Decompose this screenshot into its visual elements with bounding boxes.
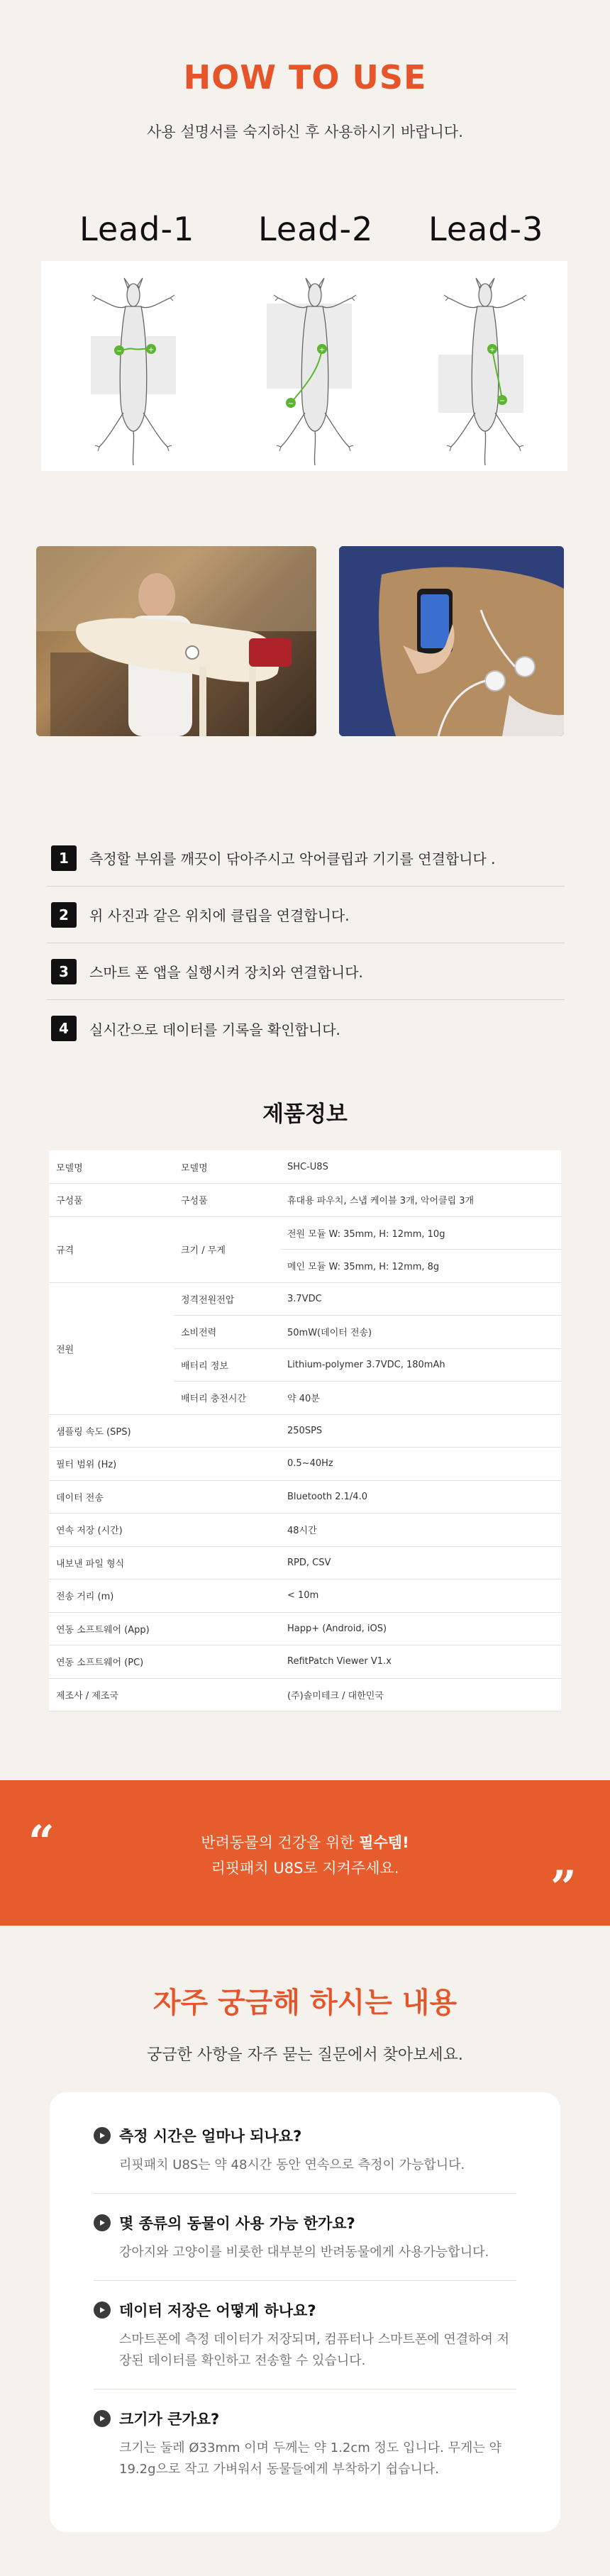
step-number: 3: [51, 959, 77, 984]
play-circle-icon: [94, 2410, 111, 2427]
step-text: 스마트 폰 앱을 실행시켜 장치와 연결합니다.: [89, 964, 363, 981]
table-row: [49, 1150, 561, 1184]
faq-question[interactable]: [94, 2299, 516, 2321]
how-to-use-subtitle: 사용 설명서를 숙지하신 후 사용하시기 바랍니다.: [147, 123, 463, 140]
spec-label: 내보낸 파일 형식: [49, 1546, 280, 1580]
lead-diagram-panel: [41, 261, 567, 471]
lead-placement-diagram: [41, 261, 567, 471]
table-row: [49, 1414, 561, 1448]
table-row: [49, 1612, 561, 1645]
spec-sublabel: 배터리 정보: [174, 1348, 280, 1382]
table-row: [49, 1216, 561, 1250]
spec-sublabel: 구성품: [174, 1184, 280, 1217]
spec-value: 휴대용 파우치, 스냅 케이블 3개, 악어클립 3개: [280, 1184, 561, 1217]
spec-value: 250SPS: [280, 1414, 561, 1448]
how-to-use-title: HOW TO USE: [183, 58, 427, 96]
banner-line-1-prefix: 반려동물의 건강을 위한: [201, 1834, 360, 1851]
spec-sublabel: 배터리 충전시간: [174, 1382, 280, 1415]
table-row: [49, 1580, 561, 1613]
faq-subtitle: 궁금한 사항을 자주 묻는 질문에서 찾아보세요.: [147, 2046, 463, 2064]
svg-text:+: +: [489, 346, 496, 354]
spec-label: 구성품: [49, 1184, 174, 1217]
spec-value: 약 40분: [280, 1382, 561, 1415]
play-circle-icon: [94, 2302, 111, 2319]
spec-label: 규격: [49, 1216, 174, 1282]
spec-value: 3.7VDC: [280, 1282, 561, 1316]
spec-label: 전원: [49, 1282, 174, 1414]
faq-question-text: 크기가 큰가요?: [119, 2411, 220, 2428]
product-info-title: 제품정보: [262, 1101, 348, 1127]
step-item: [47, 830, 565, 887]
spec-label: 연동 소프트웨어 (PC): [49, 1645, 280, 1679]
faq-answer: 스마트폰에 측정 데이터가 저장되며, 컴퓨터나 스마트폰에 연결하여 저장된 데이터를 확인하고 전송할 수 있습니다.: [119, 2332, 510, 2368]
table-row: [49, 1448, 561, 1481]
faq-item[interactable]: [94, 2389, 516, 2497]
step-text: 측정할 부위를 깨끗이 닦아주시고 악어클립과 기기를 연결합니다 .: [89, 850, 496, 867]
play-circle-icon: [94, 2127, 111, 2144]
table-row: [49, 1645, 561, 1679]
spec-value: RefitPatch Viewer V1.x: [280, 1645, 561, 1679]
spec-value: SHC-U8S: [280, 1150, 561, 1184]
spec-sublabel: 크기 / 무게: [174, 1216, 280, 1282]
table-row: [49, 1480, 561, 1514]
close-quote-icon: ”: [550, 1861, 577, 1914]
svg-text:−: −: [499, 397, 506, 405]
lead-3-label: Lead-3: [428, 210, 544, 248]
faq-question-text: 측정 시간은 얼마나 되나요?: [119, 2128, 302, 2145]
spec-label: 필터 범위 (Hz): [49, 1448, 280, 1481]
table-row: [49, 1546, 561, 1580]
step-text: 위 사진과 같은 위치에 클립을 연결합니다.: [89, 907, 350, 924]
spec-sublabel: 모델명: [174, 1150, 280, 1184]
step-number: 1: [51, 845, 77, 871]
lead-1-label: Lead-1: [79, 210, 195, 248]
device-on-dog-photo: [339, 546, 564, 736]
vet-with-dog-photo: [36, 546, 316, 736]
spec-value: 전원 모듈 W: 35mm, H: 12mm, 10g: [280, 1216, 561, 1250]
faq-answer: 크기는 둘레 Ø33mm 이며 두께는 약 1.2cm 정도 입니다. 무게는 약 19.2g으로 작고 가벼워서 동물들에게 부착하기 쉽습니다.: [119, 2441, 501, 2477]
spec-label: 제조사 / 제조국: [49, 1678, 280, 1711]
how-to-use-section: [0, 0, 610, 567]
svg-text:−: −: [116, 348, 123, 355]
faq-item[interactable]: [94, 2194, 516, 2281]
table-row: [49, 1514, 561, 1547]
spec-label: 샘플링 속도 (SPS): [49, 1414, 280, 1448]
product-spec-table: [49, 1150, 561, 1711]
faq-item[interactable]: [94, 2106, 516, 2194]
faq-answer: 리핏패치 U8S는 약 48시간 동안 연속으로 측정이 가능합니다.: [119, 2158, 465, 2172]
faq-question[interactable]: [94, 2125, 516, 2146]
spec-value: RPD, CSV: [280, 1546, 561, 1580]
faq-card: [50, 2092, 560, 2532]
spec-value: Lithium-polymer 3.7VDC, 180mAh: [280, 1348, 561, 1382]
spec-value: 50mW(데이터 전송): [280, 1316, 561, 1349]
spec-label: 전송 거리 (m): [49, 1580, 280, 1613]
spec-value: Happ+ (Android, iOS): [280, 1612, 561, 1645]
step-item: [47, 943, 565, 1000]
spec-label: 연동 소프트웨어 (App): [49, 1612, 280, 1645]
spec-sublabel: 정격전원전압: [174, 1282, 280, 1316]
banner-line-1: [0, 1831, 610, 1853]
spec-sublabel: 소비전력: [174, 1316, 280, 1349]
spec-value: Bluetooth 2.1/4.0: [280, 1480, 561, 1514]
spec-value: 48시간: [280, 1514, 561, 1547]
spec-label: 연속 저장 (시간): [49, 1514, 280, 1547]
faq-question-text: 데이터 저장은 어떻게 하나요?: [119, 2302, 316, 2319]
spec-label: 모델명: [49, 1150, 174, 1184]
spec-value: 0.5~40Hz: [280, 1448, 561, 1481]
faq-title: 자주 궁금해 하시는 내용: [152, 1987, 458, 2019]
faq-question[interactable]: [94, 2408, 516, 2429]
banner-line-2: 리핏패치 U8S로 지켜주세요.: [211, 1860, 399, 1877]
open-quote-icon: “: [28, 1816, 55, 1869]
table-row: [49, 1282, 561, 1316]
step-number: 4: [51, 1016, 77, 1041]
step-item: [47, 887, 565, 943]
faq-question[interactable]: [94, 2212, 516, 2233]
lead-2-label: Lead-2: [258, 210, 374, 248]
step-text: 실시간으로 데이터를 기록을 확인합니다.: [89, 1021, 340, 1038]
table-row: [49, 1184, 561, 1217]
spec-value: 메인 모듈 W: 35mm, H: 12mm, 8g: [280, 1250, 561, 1283]
table-row: [49, 1678, 561, 1711]
step-number: 2: [51, 902, 77, 928]
spec-value: (주)솔미테크 / 대한민국: [280, 1678, 561, 1711]
faq-item[interactable]: [94, 2281, 516, 2389]
spec-label: 데이터 전송: [49, 1480, 280, 1514]
step-item: [47, 1000, 565, 1057]
banner-line-1-bold: 필수템!: [359, 1834, 409, 1851]
usage-steps: [47, 830, 565, 1057]
svg-text:+: +: [318, 346, 326, 354]
svg-text:−: −: [287, 400, 294, 408]
promo-banner: [0, 1780, 610, 1926]
faq-question-text: 몇 종류의 동물이 사용 가능 한가요?: [119, 2215, 355, 2232]
play-circle-icon: [94, 2214, 111, 2231]
spec-value: < 10m: [280, 1580, 561, 1613]
faq-answer: 강아지와 고양이를 비롯한 대부분의 반려동물에게 사용가능합니다.: [119, 2245, 489, 2260]
svg-text:+: +: [148, 346, 155, 354]
